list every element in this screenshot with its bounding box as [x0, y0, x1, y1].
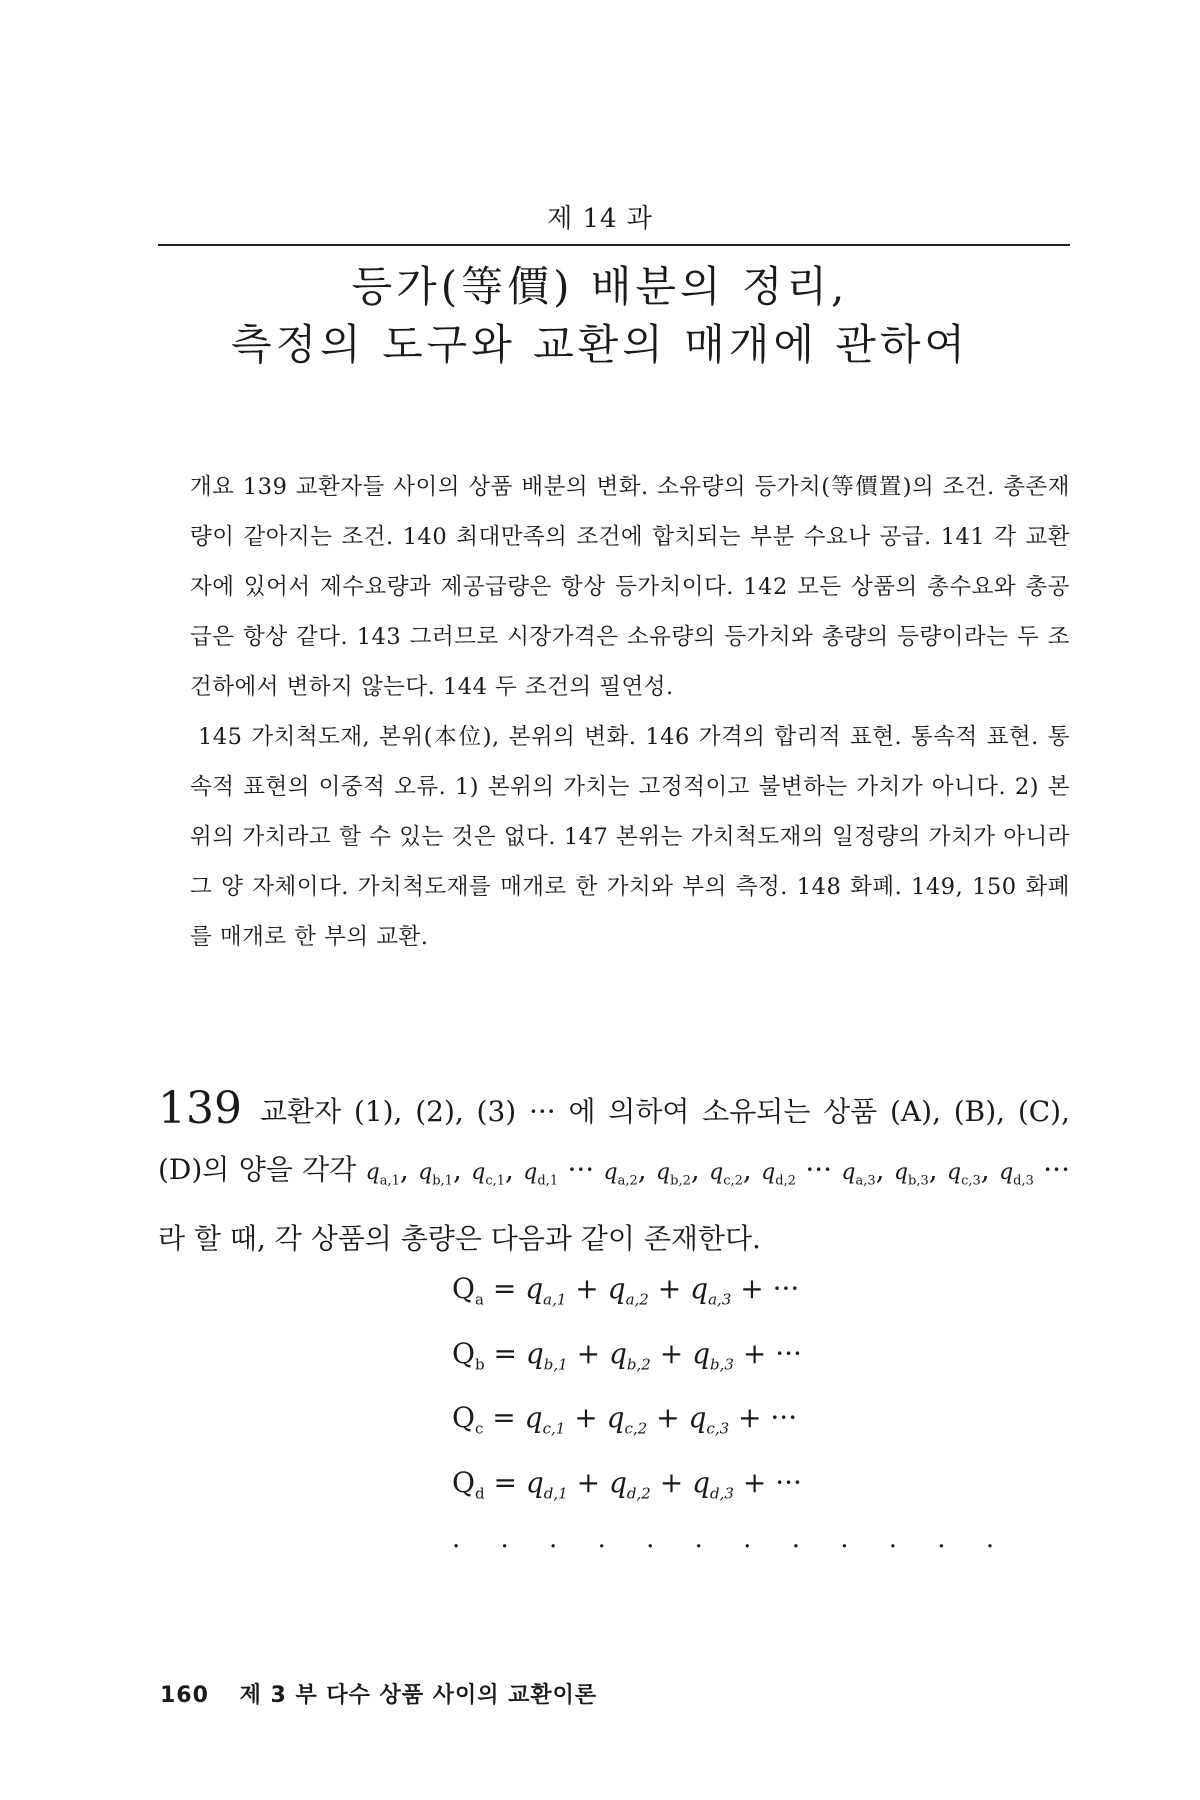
quantity-symbol: $q_{a,1}$ — [365, 1160, 400, 1189]
quantity-symbol: $q_{d,2}$ — [761, 1160, 796, 1189]
quantity-term: $q_{d,2}$ — [608, 1465, 651, 1503]
section-text-a: 교환자 (1), (2), (3) ··· 에 의하여 소유되는 상품 (A), (B), (C), (D)의 양을 각각 — [158, 1095, 1070, 1186]
total-symbol: $Q_a$ — [452, 1272, 484, 1309]
total-symbol: $Q_d$ — [452, 1465, 485, 1503]
equation-qc: $Q_c = q_{c,1} + q_{c,2} + q_{c,3}$ + ··· — [452, 1401, 798, 1438]
quantity-term: $q_{c,2}$ — [606, 1401, 648, 1438]
equation-qd: $Q_d = q_{d,1} + q_{d,2} + q_{d,3}$ + ··· — [452, 1465, 802, 1503]
total-symbol: $Q_c$ — [452, 1401, 484, 1438]
page-number: 160 — [160, 1683, 209, 1708]
quantity-term: $q_{c,1}$ — [524, 1401, 566, 1438]
title-rule — [158, 244, 1070, 246]
section-text-b: 라 할 때, 각 상품의 총량은 다음과 같이 존재한다. — [158, 1222, 761, 1256]
quantity-symbol-list: $q_{a,1}$, $q_{b,1}$, $q_{c,1}$, $q_{d,1}$ ··· $q_{a,2}$, $q_{b,2}$, $q_{c,2}$, $q_{d,2}$ ··· $q_{a,3}$, $q_{b,3}$, $q_{c,3}$, $q_{d,3}$ ··· — [365, 1153, 1070, 1189]
quantity-symbol: $q_{b,2}$ — [656, 1160, 691, 1189]
section-139-paragraph — [158, 1080, 1070, 1268]
quantity-symbol: $q_{c,1}$ — [471, 1160, 505, 1189]
quantity-term: $q_{c,3}$ — [688, 1401, 730, 1438]
equation-qb: $Q_b = q_{b,1} + q_{b,2} + q_{b,3}$ + ··· — [452, 1336, 802, 1374]
lesson-label: 제 14 과 — [547, 204, 653, 234]
quantity-symbol: $q_{d,1}$ — [523, 1160, 559, 1189]
summary-block — [190, 462, 1070, 962]
quantity-symbol: $q_{b,1}$ — [418, 1160, 453, 1189]
quantity-term: $q_{d,1}$ — [525, 1465, 568, 1503]
quantity-term: $q_{a,1}$ — [525, 1272, 567, 1309]
quantity-symbol: $q_{c,3}$ — [947, 1160, 981, 1189]
quantity-symbol: $q_{c,2}$ — [709, 1160, 743, 1189]
totals-equations — [452, 1262, 1011, 1574]
chapter-title-line-2: 측정의 도구와 교환의 매개에 관하여 — [231, 320, 969, 369]
equation-qa: $Q_a = q_{a,1} + q_{a,2} + q_{a,3}$ + ··· — [452, 1272, 800, 1309]
quantity-symbol: $q_{a,3}$ — [841, 1160, 876, 1189]
quantity-symbol: $q_{a,2}$ — [603, 1160, 638, 1189]
total-symbol: $Q_b$ — [452, 1336, 485, 1374]
chapter-title-line-1: 등가(等價) 배분의 정리, — [351, 262, 849, 311]
quantity-term: $q_{b,1}$ — [525, 1336, 568, 1374]
section-139 — [158, 1080, 1070, 1268]
quantity-term: $q_{a,3}$ — [690, 1272, 732, 1309]
quantity-term: $q_{a,2}$ — [607, 1272, 649, 1309]
quantity-term: $q_{b,2}$ — [608, 1336, 651, 1374]
page-footer — [160, 1678, 597, 1709]
quantity-term: $q_{b,3}$ — [692, 1336, 734, 1374]
quantity-symbol: $q_{d,3}$ — [999, 1160, 1034, 1189]
summary-paragraph-1: 개요 139 교환자들 사이의 상품 배분의 변화. 소유량의 등가치(等價置)의 조건. 총존재량이 같아지는 조건. 140 최대만족의 조건에 합치되는 부분 수요나 공급. 141 각 교환자에 있어서 제수요량과 제공급량은 항상 등가치이다. 142 모든 상품의 총수요와 총공급은 항상 같다. 143 그러므로 시장가격은 소유량의 등가치와 총량의 등량이라는 두 조건하에서 변하지 않는다. 144 두 조건의 필연성. — [190, 474, 1070, 700]
quantity-term: $q_{d,3}$ — [692, 1465, 734, 1503]
section-number: 139 — [158, 1083, 242, 1134]
summary-paragraph-2: 145 가치척도재, 본위(本位), 본위의 변화. 146 가격의 합리적 표현. 통속적 표현. 통속적 표현의 이중적 오류. 1) 본위의 가치는 고정적이고 불변하는 가치가 아니다. 2) 본위의 가치라고 할 수 있는 것은 없다. 147 본위는 가치척도재의 일정량의 가치가 아니라 그 양 자체이다. 가치척도재를 매개로 한 가치와 부의 측정. 148 화폐. 149, 150 화폐를 매개로 한 부의 교환. — [190, 724, 1070, 950]
quantity-symbol: $q_{b,3}$ — [893, 1160, 929, 1189]
chapter-title — [0, 258, 1200, 374]
running-head: 제 3 부 다수 상품 사이의 교환이론 — [239, 1683, 598, 1708]
equation-continuation-dots: · · · · · · · · · · · · — [452, 1532, 1011, 1563]
